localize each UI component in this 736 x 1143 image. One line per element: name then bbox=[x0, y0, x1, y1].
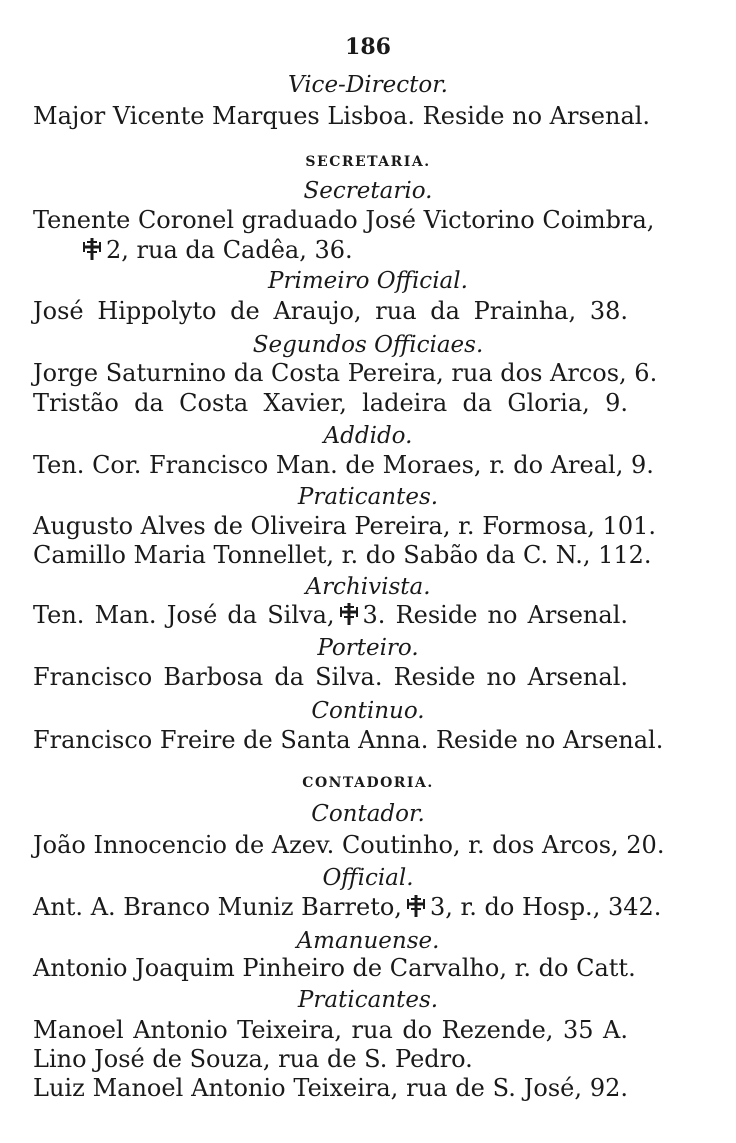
official-entry bbox=[33, 892, 662, 922]
vice-director-entry: Major Vicente Marques Lisboa. Reside no Arsenal. bbox=[33, 102, 651, 130]
contador-entry: João Innocencio de Azev. Coutinho, r. dos Arcos, 20. bbox=[33, 831, 665, 859]
archivista-detail: 3. Reside no Arsenal. bbox=[362, 601, 628, 629]
archivista-heading: Archivista. bbox=[305, 574, 431, 600]
amanuense-heading: Amanuense. bbox=[296, 928, 440, 954]
porteiro-heading: Porteiro. bbox=[317, 635, 419, 661]
secretario-address: 2, rua da Cadêa, 36. bbox=[106, 236, 353, 264]
primeiro-official-heading: Primeiro Official. bbox=[268, 268, 468, 294]
archivista-name: Ten. Man. José da Silva, bbox=[33, 601, 335, 629]
contadoria-praticantes-entry: Luiz Manoel Antonio Teixeira, rua de S. José, 92. bbox=[33, 1074, 628, 1102]
secretario-entry-line2 bbox=[82, 235, 677, 265]
official-name: Ant. A. Branco Muniz Barreto, bbox=[33, 893, 402, 921]
praticantes-entry: Camillo Maria Tonnellet, r. do Sabão da C. N., 112. bbox=[33, 541, 652, 569]
primeiro-official-entry: José Hippolyto de Araujo, rua da Prainha, 38. bbox=[33, 297, 628, 325]
praticantes-entry: Augusto Alves de Oliveira Pereira, r. Formosa, 101. bbox=[33, 512, 656, 540]
order-cross-icon bbox=[406, 894, 426, 918]
segundos-officiaes-heading: Segundos Officiaes. bbox=[252, 332, 484, 358]
praticantes-heading: Praticantes. bbox=[297, 484, 439, 510]
addido-entry: Ten. Cor. Francisco Man. de Moraes, r. do Areal, 9. bbox=[33, 451, 654, 479]
official-detail: 3, r. do Hosp., 342. bbox=[429, 893, 662, 921]
contadoria-section-title: CONTADORIA. bbox=[302, 775, 434, 791]
segundos-officiaes-entry: Jorge Saturnino da Costa Pereira, rua dos Arcos, 6. bbox=[33, 359, 658, 387]
porteiro-entry: Francisco Barbosa da Silva. Reside no Arsenal. bbox=[33, 663, 628, 691]
amanuense-entry: Antonio Joaquim Pinheiro de Carvalho, r. do Catt. bbox=[33, 954, 636, 982]
addido-heading: Addido. bbox=[323, 423, 413, 449]
contadoria-praticantes-entry: Manoel Antonio Teixeira, rua do Rezende, 35 A. bbox=[33, 1016, 628, 1044]
order-cross-icon bbox=[339, 602, 359, 626]
contador-heading: Contador. bbox=[311, 801, 425, 827]
secretario-entry-line1: Tenente Coronel graduado José Victorino Coimbra, bbox=[33, 206, 655, 234]
contadoria-praticantes-heading: Praticantes. bbox=[297, 987, 439, 1013]
secretaria-section-title: SECRETARIA. bbox=[305, 154, 431, 170]
segundos-officiaes-entry: Tristão da Costa Xavier, ladeira da Gloria, 9. bbox=[33, 389, 628, 417]
order-cross-icon bbox=[82, 237, 102, 261]
continuo-entry: Francisco Freire de Santa Anna. Reside no Arsenal. bbox=[33, 726, 664, 754]
archivista-entry bbox=[33, 600, 628, 630]
secretario-heading: Secretario. bbox=[303, 178, 433, 204]
contadoria-praticantes-entry: Lino José de Souza, rua de S. Pedro. bbox=[33, 1045, 473, 1073]
continuo-heading: Continuo. bbox=[311, 698, 425, 724]
vice-director-heading: Vice-Director. bbox=[288, 72, 448, 98]
official-heading: Official. bbox=[322, 865, 414, 891]
page-number: 186 bbox=[345, 34, 391, 60]
